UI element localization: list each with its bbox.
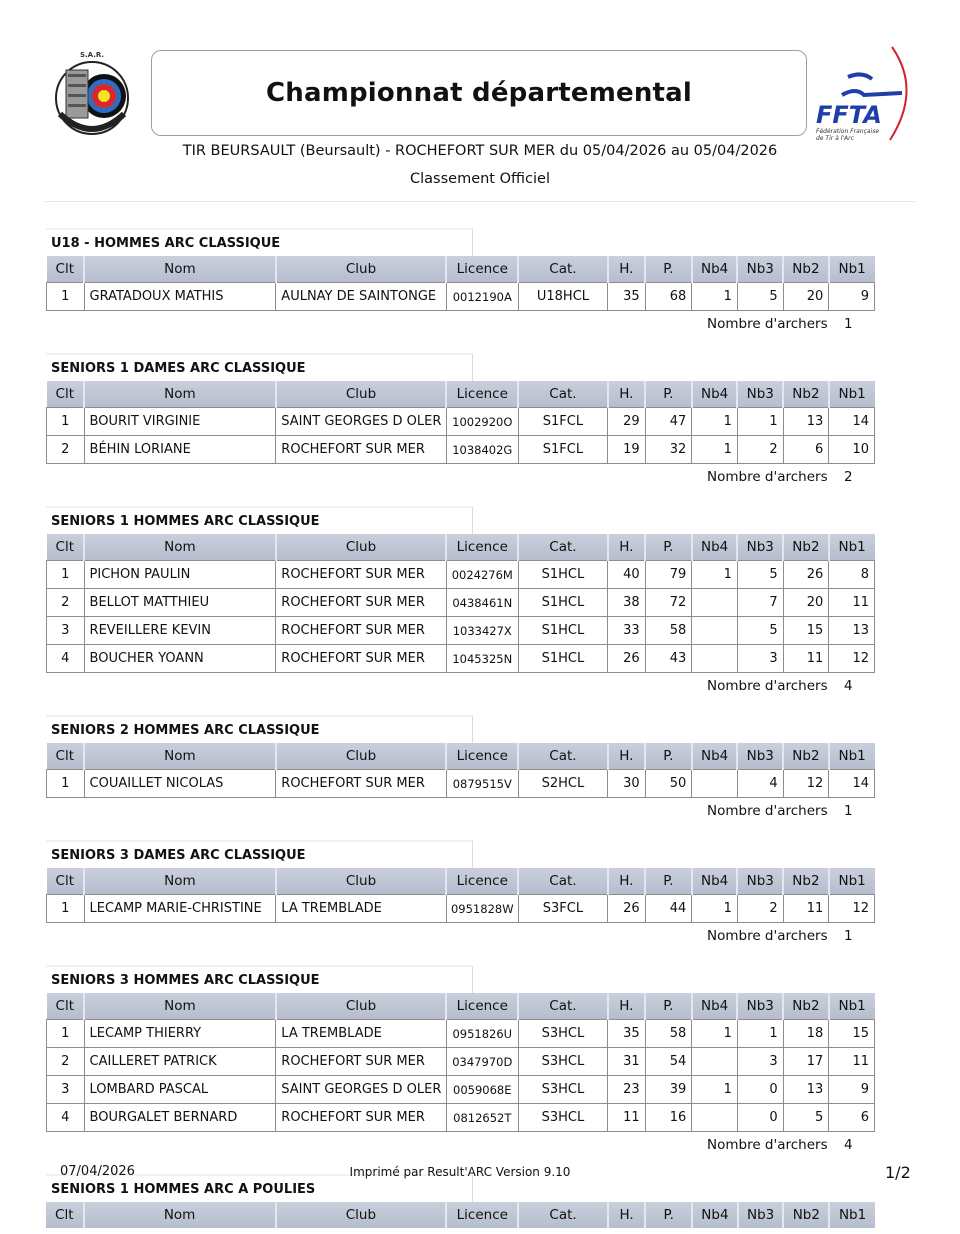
cell-nb2: 17 <box>783 1048 829 1076</box>
archer-count-row <box>46 311 876 341</box>
column-header-nom[interactable]: Nom <box>84 868 276 895</box>
ffta-acronym: FFTA <box>816 101 882 129</box>
column-header-nb1[interactable]: Nb1 <box>829 1202 875 1228</box>
column-header-nb4[interactable]: Nb4 <box>692 256 738 283</box>
category-title: U18 - HOMMES ARC CLASSIQUE <box>46 228 473 256</box>
cell-licence: 0951826U <box>446 1020 518 1048</box>
column-header-club[interactable]: Club <box>276 1202 447 1228</box>
cell-nb1: 11 <box>829 589 875 617</box>
column-header-p[interactable]: P. <box>645 868 692 895</box>
cell-cat: S1HCL <box>518 645 607 673</box>
cell-licence: 0024276M <box>446 561 518 589</box>
cell-club: LA TREMBLADE <box>276 1020 446 1048</box>
cell-h: 31 <box>608 1048 646 1076</box>
table-header-row <box>47 993 875 1020</box>
category-section <box>46 1174 876 1228</box>
cell-nb3: 5 <box>737 283 783 311</box>
cell-nb4: 1 <box>692 561 738 589</box>
column-header-h[interactable]: H. <box>608 868 646 895</box>
archer-count-label: Nombre d'archers <box>707 928 828 944</box>
cell-nb4: 1 <box>692 408 738 436</box>
archer-count-label: Nombre d'archers <box>707 469 828 485</box>
column-header-nb3[interactable]: Nb3 <box>737 381 783 408</box>
column-header-nb1[interactable]: Nb1 <box>829 743 875 770</box>
cell-nb4 <box>692 1048 738 1076</box>
cell-h: 11 <box>608 1104 646 1132</box>
results-table <box>46 256 875 311</box>
table-header-row <box>46 1202 875 1228</box>
archer-count-value: 1 <box>844 928 853 944</box>
cell-p: 54 <box>645 1048 692 1076</box>
cell-p: 72 <box>645 589 692 617</box>
cell-nb2: 15 <box>783 617 829 645</box>
cell-nb3: 1 <box>737 408 783 436</box>
results-table <box>46 534 875 673</box>
cell-nb3: 3 <box>737 1048 783 1076</box>
archer-count-row <box>46 798 876 828</box>
cell-h: 40 <box>608 561 646 589</box>
cell-nb3: 2 <box>737 436 783 464</box>
cell-p: 58 <box>645 1020 692 1048</box>
section-spacer <box>46 341 876 353</box>
cell-licence: 0951828W <box>446 895 518 923</box>
footer-page-number: 1/2 <box>885 1163 911 1182</box>
column-header-h[interactable]: H. <box>608 1202 646 1228</box>
cell-club: LA TREMBLADE <box>276 895 446 923</box>
footer-printed-by: Imprimé par Result'ARC Version 9.10 <box>349 1165 571 1179</box>
category-section <box>46 715 876 840</box>
archer-count-value: 2 <box>844 469 853 485</box>
cell-cat: S1FCL <box>518 408 607 436</box>
cell-club: AULNAY DE SAINTONGE <box>276 283 446 311</box>
column-header-nb3[interactable]: Nb3 <box>737 743 783 770</box>
column-header-nom[interactable]: Nom <box>84 256 276 283</box>
cell-cat: S3HCL <box>518 1076 607 1104</box>
cell-nb1: 6 <box>829 1104 875 1132</box>
cell-h: 26 <box>608 895 646 923</box>
category-title: SENIORS 1 HOMMES ARC A POULIES <box>46 1174 473 1202</box>
column-header-nb4[interactable]: Nb4 <box>692 534 738 561</box>
archer-count-row <box>46 464 876 494</box>
section-spacer <box>46 828 876 840</box>
column-header-nb2[interactable]: Nb2 <box>783 256 829 283</box>
ffta-logo <box>812 45 917 145</box>
cell-licence: 0012190A <box>446 283 518 311</box>
column-header-p[interactable]: P. <box>645 743 692 770</box>
cell-nom: BELLOT MATTHIEU <box>84 589 276 617</box>
column-header-nom[interactable]: Nom <box>84 381 276 408</box>
cell-clt: 1 <box>47 283 85 311</box>
column-header-nb4[interactable]: Nb4 <box>692 868 738 895</box>
cell-nb1: 15 <box>829 1020 875 1048</box>
column-header-nb1[interactable]: Nb1 <box>829 868 875 895</box>
category-section <box>46 228 876 353</box>
category-section <box>46 965 876 1174</box>
column-header-club[interactable]: Club <box>276 534 446 561</box>
column-header-nb1[interactable]: Nb1 <box>829 256 875 283</box>
cell-clt: 2 <box>47 436 85 464</box>
results-table <box>46 1202 875 1228</box>
section-spacer <box>46 953 876 965</box>
column-header-nb2[interactable]: Nb2 <box>783 1202 829 1228</box>
column-header-clt[interactable]: Clt <box>47 868 85 895</box>
cell-cat: S1HCL <box>518 589 607 617</box>
cell-nb1: 12 <box>829 895 875 923</box>
column-header-club[interactable]: Club <box>276 868 446 895</box>
cell-licence: 0059068E <box>446 1076 518 1104</box>
table-row <box>47 283 875 311</box>
column-header-licence[interactable]: Licence <box>446 1202 518 1228</box>
cell-clt: 3 <box>47 617 85 645</box>
results-table <box>46 993 875 1132</box>
cell-p: 79 <box>645 561 692 589</box>
cell-cat: U18HCL <box>518 283 607 311</box>
cell-nb1: 13 <box>829 617 875 645</box>
cell-nom: BOUCHER YOANN <box>84 645 276 673</box>
table-row <box>47 770 875 798</box>
table-row <box>47 617 875 645</box>
cell-nb4 <box>692 589 738 617</box>
column-header-nb2[interactable]: Nb2 <box>783 993 829 1020</box>
cell-nb2: 11 <box>783 895 829 923</box>
cell-nb3: 7 <box>737 589 783 617</box>
title-box <box>151 50 807 136</box>
cell-licence: 1038402G <box>446 436 518 464</box>
column-header-clt[interactable]: Clt <box>47 993 85 1020</box>
cell-club: ROCHEFORT SUR MER <box>276 436 446 464</box>
column-header-clt[interactable]: Clt <box>46 1202 84 1228</box>
category-title: SENIORS 1 HOMMES ARC CLASSIQUE <box>46 506 473 534</box>
column-header-p[interactable]: P. <box>645 534 692 561</box>
cell-nb4 <box>692 1104 738 1132</box>
cell-licence: 1033427X <box>446 617 518 645</box>
header-divider <box>45 201 915 202</box>
cell-nb4 <box>692 617 738 645</box>
results-table <box>46 743 875 798</box>
column-header-cat[interactable]: Cat. <box>518 534 607 561</box>
column-header-nb2[interactable]: Nb2 <box>783 381 829 408</box>
table-row <box>47 561 875 589</box>
column-header-cat[interactable]: Cat. <box>518 743 607 770</box>
cell-nom: LECAMP MARIE-CHRISTINE <box>84 895 276 923</box>
column-header-cat[interactable]: Cat. <box>518 256 607 283</box>
cell-cat: S3FCL <box>518 895 607 923</box>
cell-nb1: 14 <box>829 408 875 436</box>
cell-clt: 2 <box>47 589 85 617</box>
cell-clt: 1 <box>47 1020 85 1048</box>
category-title: SENIORS 2 HOMMES ARC CLASSIQUE <box>46 715 473 743</box>
cell-nb2: 20 <box>783 283 829 311</box>
column-header-nb1[interactable]: Nb1 <box>829 534 875 561</box>
column-header-cat[interactable]: Cat. <box>518 868 607 895</box>
cell-p: 58 <box>645 617 692 645</box>
cell-nom: BÉHIN LORIANE <box>84 436 276 464</box>
footer-date: 07/04/2026 <box>60 1164 135 1179</box>
archer-count-value: 1 <box>844 803 853 819</box>
column-header-nb3[interactable]: Nb3 <box>737 993 783 1020</box>
cell-h: 26 <box>608 645 646 673</box>
column-header-licence[interactable]: Licence <box>446 381 518 408</box>
cell-h: 38 <box>608 589 646 617</box>
column-header-nom[interactable]: Nom <box>84 1202 276 1228</box>
column-header-licence[interactable]: Licence <box>446 993 518 1020</box>
cell-nb3: 2 <box>737 895 783 923</box>
cell-club: ROCHEFORT SUR MER <box>276 770 446 798</box>
cell-club: ROCHEFORT SUR MER <box>276 561 446 589</box>
cell-p: 44 <box>645 895 692 923</box>
table-row <box>47 589 875 617</box>
column-header-clt[interactable]: Clt <box>47 743 85 770</box>
cell-nom: BOURIT VIRGINIE <box>84 408 276 436</box>
table-row <box>47 895 875 923</box>
results-table <box>46 868 875 923</box>
cell-licence: 0438461N <box>446 589 518 617</box>
cell-clt: 1 <box>47 561 85 589</box>
cell-nom: COUAILLET NICOLAS <box>84 770 276 798</box>
table-row <box>47 1048 875 1076</box>
column-header-nb3[interactable]: Nb3 <box>738 1202 784 1228</box>
column-header-h[interactable]: H. <box>608 743 646 770</box>
cell-licence: 1002920O <box>446 408 518 436</box>
table-row <box>47 1076 875 1104</box>
column-header-clt[interactable]: Clt <box>47 381 85 408</box>
column-header-p[interactable]: P. <box>645 381 692 408</box>
cell-nb1: 12 <box>829 645 875 673</box>
cell-nb3: 5 <box>737 561 783 589</box>
cell-nb1: 9 <box>829 1076 875 1104</box>
section-spacer <box>46 494 876 506</box>
cell-nb3: 5 <box>737 617 783 645</box>
results-content <box>46 228 876 1228</box>
cell-nb4: 1 <box>692 1020 738 1048</box>
column-header-nb2[interactable]: Nb2 <box>783 534 829 561</box>
cell-club: SAINT GEORGES D OLER <box>276 408 446 436</box>
column-header-licence[interactable]: Licence <box>446 534 518 561</box>
archer-count-label: Nombre d'archers <box>707 1137 828 1153</box>
cell-h: 35 <box>608 1020 646 1048</box>
table-header-row <box>47 534 875 561</box>
column-header-licence[interactable]: Licence <box>446 743 518 770</box>
cell-cat: S3HCL <box>518 1048 607 1076</box>
cell-h: 30 <box>608 770 646 798</box>
column-header-club[interactable]: Club <box>276 256 446 283</box>
cell-nom: PICHON PAULIN <box>84 561 276 589</box>
page-title: Championnat départemental <box>265 78 693 108</box>
cell-cat: S3HCL <box>518 1104 607 1132</box>
column-header-nb4[interactable]: Nb4 <box>692 993 738 1020</box>
table-header-row <box>47 256 875 283</box>
cell-cat: S1HCL <box>518 617 607 645</box>
archer-count-label: Nombre d'archers <box>707 316 828 332</box>
column-header-clt[interactable]: Clt <box>47 534 85 561</box>
cell-nb4: 1 <box>692 895 738 923</box>
cell-nb2: 12 <box>783 770 829 798</box>
cell-clt: 1 <box>47 408 85 436</box>
archer-count-label: Nombre d'archers <box>707 803 828 819</box>
cell-licence: 0879515V <box>446 770 518 798</box>
table-row <box>47 1020 875 1048</box>
cell-h: 23 <box>608 1076 646 1104</box>
column-header-nb2[interactable]: Nb2 <box>783 868 829 895</box>
cell-nb3: 0 <box>737 1076 783 1104</box>
cell-licence: 0812652T <box>446 1104 518 1132</box>
cell-licence: 0347970D <box>446 1048 518 1076</box>
cell-nb1: 10 <box>829 436 875 464</box>
cell-nb2: 5 <box>783 1104 829 1132</box>
table-header-row <box>47 743 875 770</box>
cell-nb4: 1 <box>692 283 738 311</box>
ffta-line2: de Tir à l'Arc <box>816 135 854 142</box>
cell-club: ROCHEFORT SUR MER <box>276 589 446 617</box>
archer-count-row <box>46 923 876 953</box>
column-header-cat[interactable]: Cat. <box>518 381 607 408</box>
cell-nb3: 4 <box>737 770 783 798</box>
cell-nb4 <box>692 645 738 673</box>
cell-nb3: 3 <box>737 645 783 673</box>
column-header-nb2[interactable]: Nb2 <box>783 743 829 770</box>
column-header-nb1[interactable]: Nb1 <box>829 993 875 1020</box>
category-section <box>46 506 876 715</box>
cell-nb2: 20 <box>783 589 829 617</box>
column-header-nb4[interactable]: Nb4 <box>692 381 738 408</box>
ffta-line1: Fédération Française <box>816 128 880 135</box>
archer-count-row <box>46 1132 876 1162</box>
column-header-nb4[interactable]: Nb4 <box>692 1202 738 1228</box>
table-row <box>47 436 875 464</box>
cell-nb2: 26 <box>783 561 829 589</box>
event-line: TIR BEURSAULT (Beursault) - ROCHEFORT SUR MER du 05/04/2026 au 05/04/2026 <box>182 143 778 159</box>
cell-nb3: 0 <box>737 1104 783 1132</box>
column-header-p[interactable]: P. <box>645 993 692 1020</box>
column-header-nom[interactable]: Nom <box>84 743 276 770</box>
archer-count-value: 4 <box>844 678 853 694</box>
cell-clt: 4 <box>47 645 85 673</box>
column-header-h[interactable]: H. <box>608 381 646 408</box>
column-header-cat[interactable]: Cat. <box>518 1202 607 1228</box>
column-header-clt[interactable]: Clt <box>47 256 85 283</box>
cell-nb2: 11 <box>783 645 829 673</box>
cell-clt: 1 <box>47 895 85 923</box>
column-header-h[interactable]: H. <box>608 534 646 561</box>
cell-nb1: 9 <box>829 283 875 311</box>
column-header-h[interactable]: H. <box>608 993 646 1020</box>
cell-p: 50 <box>645 770 692 798</box>
cell-nb2: 18 <box>783 1020 829 1048</box>
cell-nb4: 1 <box>692 436 738 464</box>
column-header-nb3[interactable]: Nb3 <box>737 534 783 561</box>
cell-nom: REVEILLERE KEVIN <box>84 617 276 645</box>
cell-nb1: 14 <box>829 770 875 798</box>
cell-club: ROCHEFORT SUR MER <box>276 1048 446 1076</box>
category-title: SENIORS 1 DAMES ARC CLASSIQUE <box>46 353 473 381</box>
category-section <box>46 840 876 965</box>
cell-p: 32 <box>645 436 692 464</box>
column-header-nb3[interactable]: Nb3 <box>737 256 783 283</box>
cell-h: 35 <box>608 283 646 311</box>
column-header-h[interactable]: H. <box>608 256 646 283</box>
column-header-club[interactable]: Club <box>276 993 446 1020</box>
cell-nb4 <box>692 770 738 798</box>
archer-count-value: 4 <box>844 1137 853 1153</box>
column-header-licence[interactable]: Licence <box>446 868 518 895</box>
cell-nom: BOURGALET BERNARD <box>84 1104 276 1132</box>
table-header-row <box>47 868 875 895</box>
cell-cat: S1FCL <box>518 436 607 464</box>
cell-clt: 3 <box>47 1076 85 1104</box>
cell-nom: CAILLERET PATRICK <box>84 1048 276 1076</box>
category-title: SENIORS 3 DAMES ARC CLASSIQUE <box>46 840 473 868</box>
column-header-p[interactable]: P. <box>645 1202 692 1228</box>
column-header-cat[interactable]: Cat. <box>518 993 607 1020</box>
cell-p: 47 <box>645 408 692 436</box>
column-header-club[interactable]: Club <box>276 381 446 408</box>
cell-clt: 4 <box>47 1104 85 1132</box>
cell-cat: S1HCL <box>518 561 607 589</box>
cell-nb2: 13 <box>783 408 829 436</box>
table-row <box>47 408 875 436</box>
cell-clt: 2 <box>47 1048 85 1076</box>
cell-nom: GRATADOUX MATHIS <box>84 283 276 311</box>
cell-p: 68 <box>645 283 692 311</box>
cell-h: 19 <box>608 436 646 464</box>
column-header-p[interactable]: P. <box>645 256 692 283</box>
ranking-label: Classement Officiel <box>410 171 550 187</box>
logo-top-text: S.A.R. <box>79 51 105 59</box>
table-header-row <box>47 381 875 408</box>
cell-licence: 1045325N <box>446 645 518 673</box>
cell-cat: S2HCL <box>518 770 607 798</box>
cell-nb1: 11 <box>829 1048 875 1076</box>
cell-cat: S3HCL <box>518 1020 607 1048</box>
category-section <box>46 353 876 506</box>
column-header-nb1[interactable]: Nb1 <box>829 381 875 408</box>
cell-club: ROCHEFORT SUR MER <box>276 645 446 673</box>
cell-club: SAINT GEORGES D OLER <box>276 1076 446 1104</box>
results-table <box>46 381 875 464</box>
column-header-nom[interactable]: Nom <box>84 993 276 1020</box>
cell-h: 29 <box>608 408 646 436</box>
archers-rochefortais-logo <box>52 48 132 138</box>
cell-p: 16 <box>645 1104 692 1132</box>
archer-count-label: Nombre d'archers <box>707 678 828 694</box>
cell-nom: LOMBARD PASCAL <box>84 1076 276 1104</box>
cell-p: 39 <box>645 1076 692 1104</box>
cell-club: ROCHEFORT SUR MER <box>276 617 446 645</box>
cell-p: 43 <box>645 645 692 673</box>
section-spacer <box>46 703 876 715</box>
cell-h: 33 <box>608 617 646 645</box>
cell-nb2: 6 <box>783 436 829 464</box>
column-header-club[interactable]: Club <box>276 743 446 770</box>
cell-nb2: 13 <box>783 1076 829 1104</box>
cell-nb4: 1 <box>692 1076 738 1104</box>
cell-club: ROCHEFORT SUR MER <box>276 1104 446 1132</box>
archer-count-row <box>46 673 876 703</box>
table-row <box>47 645 875 673</box>
column-header-nom[interactable]: Nom <box>84 534 276 561</box>
table-row <box>47 1104 875 1132</box>
category-title: SENIORS 3 HOMMES ARC CLASSIQUE <box>46 965 473 993</box>
column-header-licence[interactable]: Licence <box>446 256 518 283</box>
column-header-nb4[interactable]: Nb4 <box>692 743 738 770</box>
column-header-nb3[interactable]: Nb3 <box>737 868 783 895</box>
cell-nb3: 1 <box>737 1020 783 1048</box>
cell-clt: 1 <box>47 770 85 798</box>
archer-count-value: 1 <box>844 316 853 332</box>
cell-nb1: 8 <box>829 561 875 589</box>
cell-nom: LECAMP THIERRY <box>84 1020 276 1048</box>
